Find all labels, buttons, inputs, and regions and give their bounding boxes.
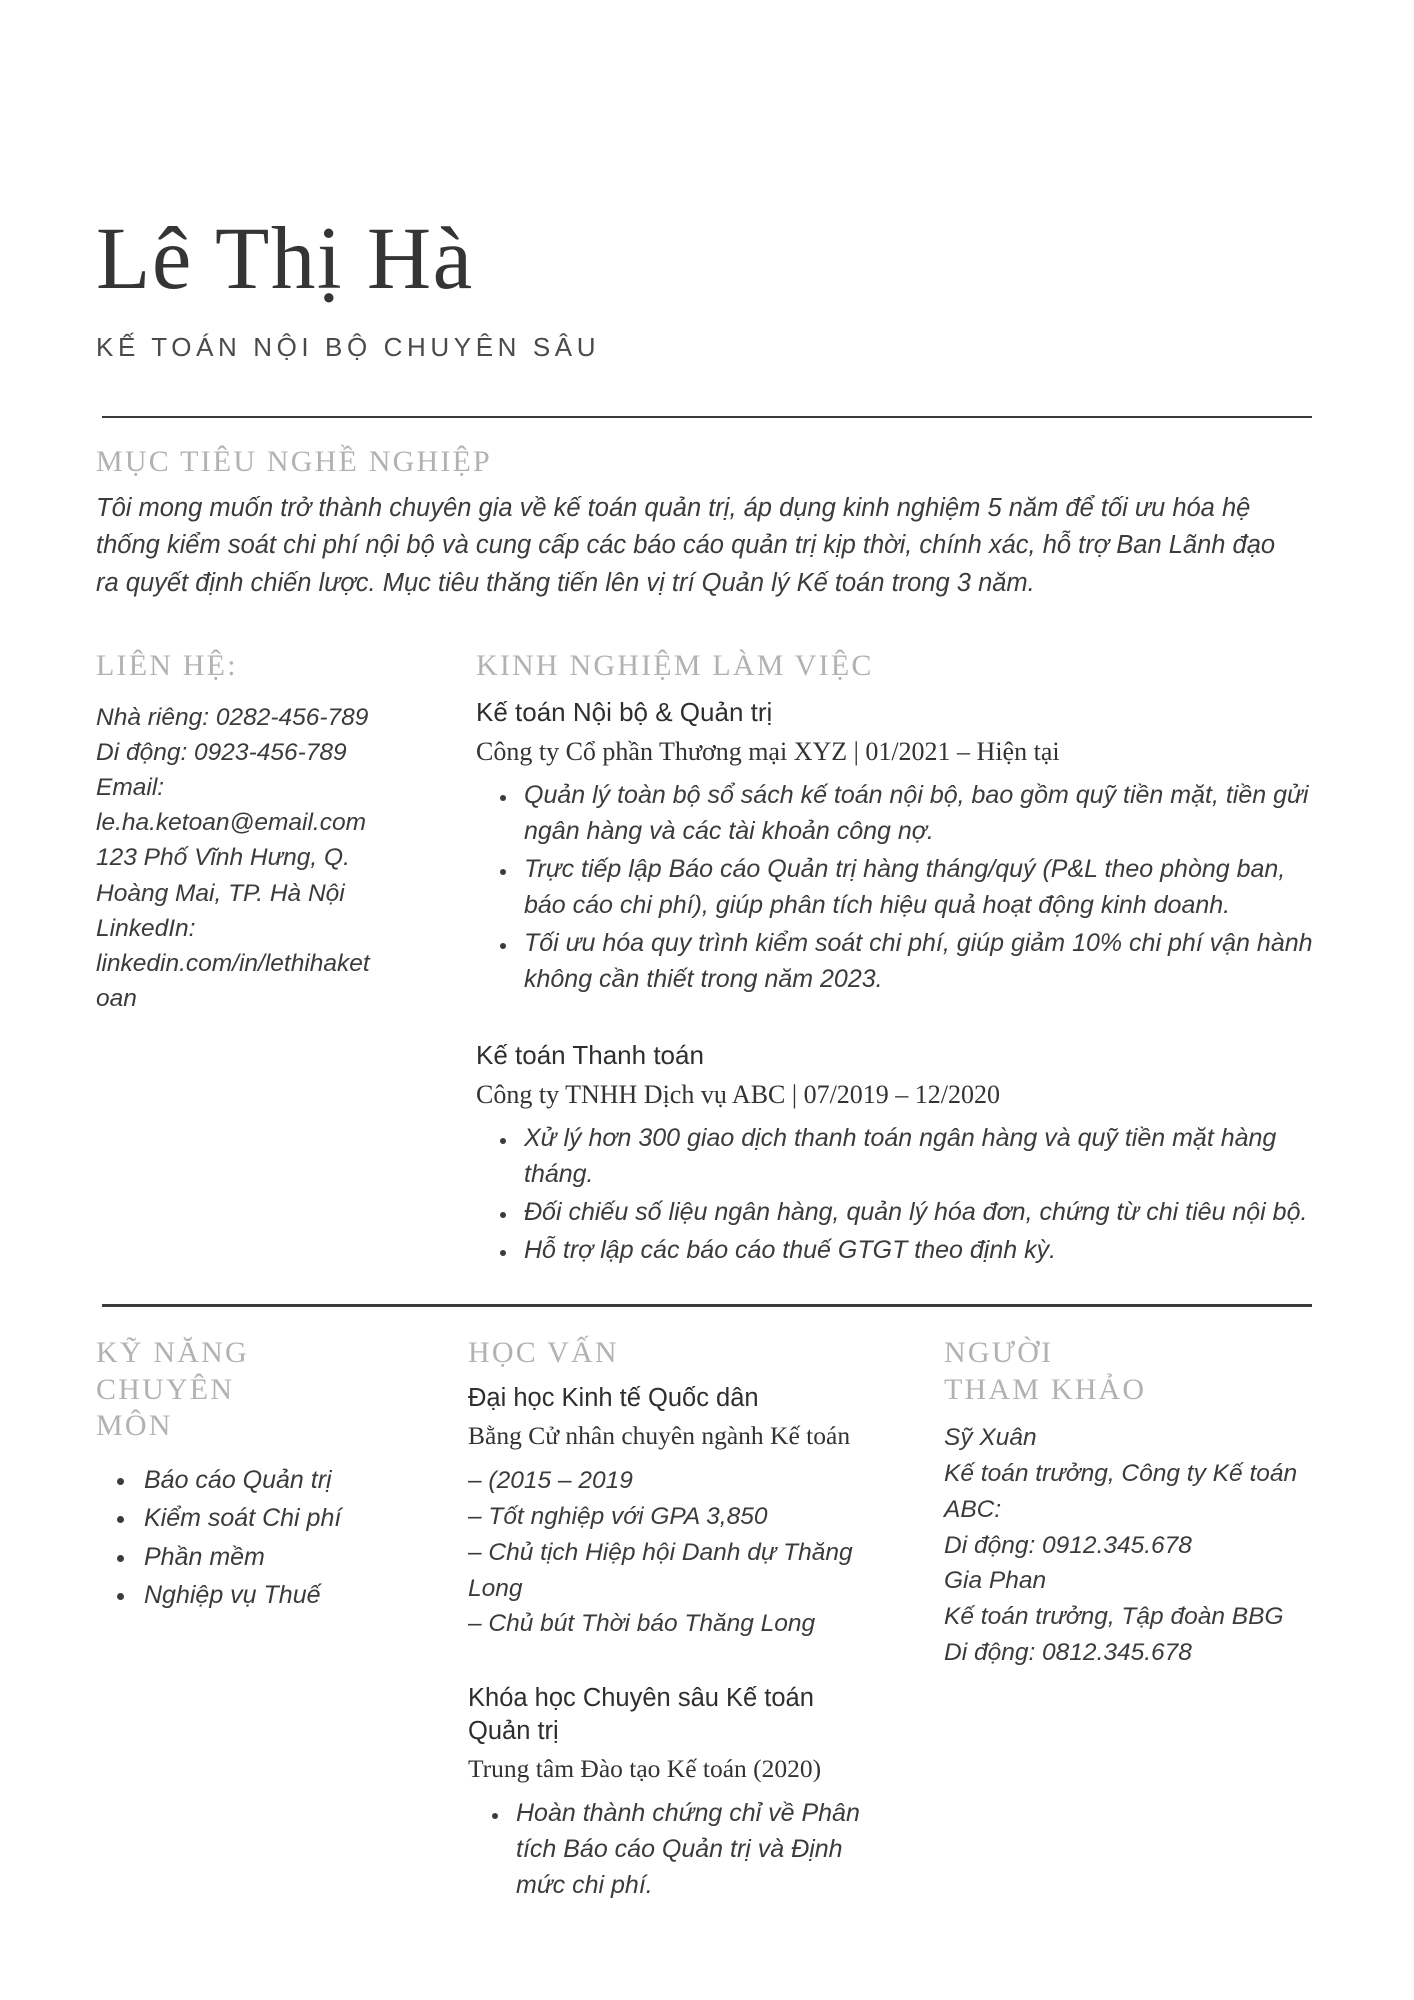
- resume-content: [96, 0, 1318, 1905]
- reference-name: Sỹ Xuân: [944, 1424, 1037, 1452]
- job-title: Kế toán Thanh toán: [476, 1040, 704, 1071]
- skills-section: [96, 1335, 396, 1615]
- bottom-columns: [96, 1335, 1318, 1905]
- education-details: [468, 1463, 866, 1642]
- contact-list: [96, 700, 378, 1015]
- education-course: Khóa học Chuyên sâu Kế toán Quản trị: [468, 1684, 814, 1746]
- contact-mobile-phone: Di động: 0923-456-789: [96, 739, 347, 767]
- job-bullets: [476, 777, 1318, 997]
- references-heading: NGƯỜI THAM KHẢO: [944, 1336, 1147, 1406]
- contact-email-label: Email:: [96, 774, 165, 802]
- list-item: • Kiểm soát Chi phí: [138, 1499, 382, 1538]
- references-section: [866, 1335, 1318, 1671]
- reference-phone: Di động: 0912.345.678: [944, 1531, 1192, 1559]
- job-bullets: [476, 1120, 1318, 1268]
- objective-text: Tôi mong muốn trở thành chuyên gia về kế toán quản trị, áp dụng kinh nghiệm 5 năm để tối ưu hóa hệ thống kiểm soát chi phí nội bộ và cung cấp các báo cáo quản trị kịp thời, chính xác, hỗ trợ Ban Lãnh đạo ra quyết định chiến lược. Mục tiêu thăng tiến lên vị trí Quản lý Kế toán trong 3 năm.: [96, 494, 1276, 597]
- skills-heading: KỸ NĂNG CHUYÊN MÔN: [96, 1336, 249, 1443]
- middle-columns: [96, 648, 1318, 1270]
- objective-heading: MỤC TIÊU NGHỀ NGHIỆP: [96, 444, 492, 478]
- job-company-dates: Công ty Cổ phần Thương mại XYZ | 01/2021 – Hiện tại: [476, 737, 1060, 767]
- reference-phone: Di động: 0812.345.678: [944, 1638, 1192, 1666]
- experience-heading: KINH NGHIỆM LÀM VIỆC: [476, 648, 874, 682]
- list-item: • Phần mềm: [138, 1538, 382, 1577]
- job-title: Kế toán Nội bộ & Quản trị: [476, 697, 773, 728]
- job-bullet: • Tối ưu hóa quy trình kiểm soát chi phí, giúp giảm 10% chi phí vận hành không cần thiết trong năm 2023.: [518, 925, 1318, 997]
- contact-linkedin-value[interactable]: linkedin.com/in/lethihaketoan: [96, 949, 370, 1012]
- job-bullet: • Quản lý toàn bộ sổ sách kế toán nội bộ, bao gồm quỹ tiền mặt, tiền gửi ngân hàng và các tài khoản công nợ.: [518, 777, 1318, 849]
- job-role-subtitle: KẾ TOÁN NỘI BỘ CHUYÊN SÂU: [96, 332, 601, 363]
- header-divider: [102, 416, 1312, 418]
- education-detail-line: – Tốt nghiệp với GPA 3,850: [468, 1503, 768, 1531]
- page-title: Lê Thị Hà: [96, 210, 474, 308]
- job-company-dates: Công ty TNHH Dịch vụ ABC | 07/2019 – 12/2020: [476, 1080, 1001, 1110]
- education-bullets: [468, 1795, 866, 1903]
- job-bullet: • Xử lý hơn 300 giao dịch thanh toán ngân hàng và quỹ tiền mặt hàng tháng.: [518, 1120, 1318, 1192]
- objective-section: [96, 444, 1318, 602]
- contact-email-value[interactable]: le.ha.ketoan@email.com: [96, 809, 367, 837]
- skills-list: [96, 1461, 382, 1615]
- contact-linkedin-label: LinkedIn:: [96, 914, 196, 942]
- contact-heading: LIÊN HỆ:: [96, 648, 238, 682]
- contact-home-phone: Nhà riêng: 0282-456-789: [96, 704, 369, 732]
- education-bullet: • Hoàn thành chứng chỉ về Phân tích Báo cáo Quản trị và Định mức chi phí.: [510, 1795, 866, 1903]
- contact-address-line2: Hoàng Mai, TP. Hà Nội: [96, 879, 345, 907]
- reference-role: Kế toán trưởng, Công ty Kế toán ABC:: [944, 1460, 1298, 1523]
- experience-entry: [476, 1039, 1318, 1268]
- job-bullet: • Trực tiếp lập Báo cáo Quản trị hàng tháng/quý (P&L theo phòng ban, báo cáo chi phí), giúp phân tích hiệu quả hoạt động kinh doanh.: [518, 851, 1318, 923]
- education-detail-line: – Chủ tịch Hiệp hội Danh dự Thăng Long: [468, 1538, 853, 1602]
- experience-entry: [476, 696, 1318, 997]
- reference-name: Gia Phan: [944, 1567, 1047, 1595]
- education-entry: [468, 1682, 866, 1903]
- education-detail-line: – (2015 – 2019: [468, 1467, 633, 1495]
- section-divider: [102, 1304, 1312, 1307]
- education-course-provider: Trung tâm Đào tạo Kế toán (2020): [468, 1754, 822, 1784]
- list-item: • Nghiệp vụ Thuế: [138, 1576, 382, 1615]
- reference-role: Kế toán trưởng, Tập đoàn BBG: [944, 1603, 1284, 1631]
- education-degree: Bằng Cử nhân chuyên ngành Kế toán: [468, 1420, 851, 1450]
- contact-address-line1: 123 Phố Vĩnh Hưng, Q.: [96, 844, 350, 872]
- list-item: • Báo cáo Quản trị: [138, 1461, 382, 1500]
- references-list: [944, 1420, 1318, 1670]
- education-heading: HỌC VẤN: [468, 1336, 619, 1370]
- education-detail-line: – Chủ bút Thời báo Thăng Long: [468, 1610, 816, 1638]
- job-bullet: • Đối chiếu số liệu ngân hàng, quản lý hóa đơn, chứng từ chi tiêu nội bộ.: [518, 1194, 1318, 1230]
- education-school: Đại học Kinh tế Quốc dân: [468, 1383, 759, 1412]
- education-entry: [468, 1382, 866, 1642]
- contact-section: [96, 648, 396, 1016]
- experience-section: [396, 648, 1318, 1270]
- education-section: [396, 1335, 866, 1905]
- job-bullet: • Hỗ trợ lập các báo cáo thuế GTGT theo định kỳ.: [518, 1232, 1318, 1268]
